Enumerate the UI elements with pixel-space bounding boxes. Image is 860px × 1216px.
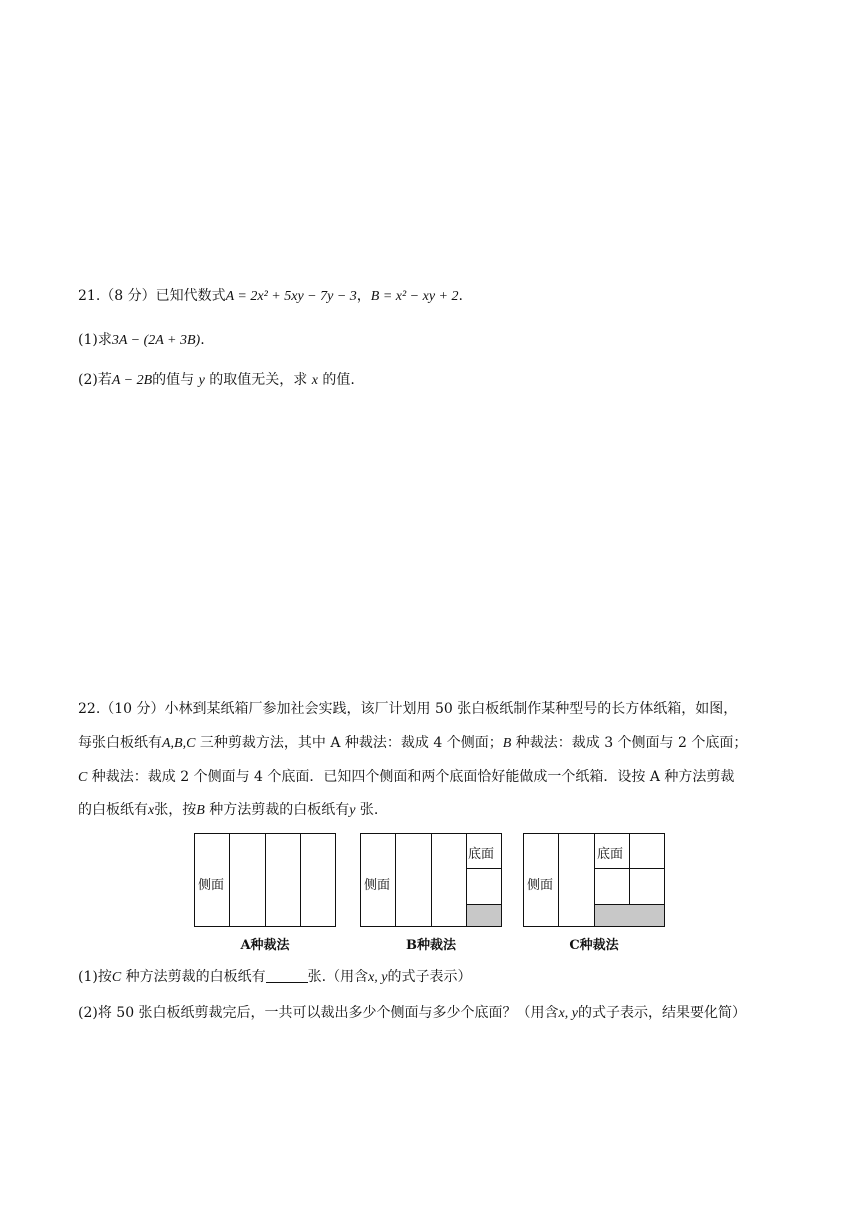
q22-line4-text2: 张，按	[154, 802, 197, 818]
q22-part1-vars: x, y	[368, 970, 388, 985]
q22-line4-end: 张.	[359, 802, 379, 818]
q22-line4-text: 的白板纸有	[78, 802, 148, 818]
caption-c: C种裁法	[569, 938, 619, 953]
q22-part2-end: 的式子表示，结果要化简）	[577, 1005, 746, 1021]
side-label-c: 侧面	[527, 878, 554, 893]
q22-line3-var-c: C	[78, 770, 88, 785]
q21-header: 21.（8 分）已知代数式	[78, 288, 226, 304]
q22-part1-text: 种方法剪裁的白板纸有	[125, 969, 266, 985]
sheet-c	[523, 833, 665, 927]
q21-part2-expression: A − 2B	[111, 373, 153, 388]
q21-part2-var-x: x	[311, 373, 318, 388]
q22-line4-text3: 种方法剪裁的白板纸有	[209, 802, 350, 818]
q22-line2-text3: 种裁法：裁成 3 个侧面与 2 个底面；	[515, 735, 748, 751]
q22-line2-vars: A,B,C	[162, 736, 196, 751]
q22-line4-var-x: x	[148, 803, 155, 818]
q22-line4-var-b: B	[196, 803, 205, 818]
q22-line2	[78, 733, 747, 754]
q22-part1-end: 的式子表示）	[387, 969, 472, 985]
q22-line2-text: 每张白板纸有	[78, 735, 162, 751]
q21-part1-expression: 3A − (2A + 3B)	[111, 333, 201, 348]
waste-area-c	[595, 905, 664, 926]
bottom-label-b: 底面	[468, 847, 495, 862]
q21-part2-end: 的值.	[322, 372, 355, 388]
caption-a: A种裁法	[240, 938, 290, 953]
q21-expr-a: A = 2x² + 5xy − 7y − 3	[225, 289, 357, 304]
side-label-a: 侧面	[198, 878, 225, 893]
q21-part2-text2: 的取值无关，求	[209, 372, 308, 388]
answer-blank[interactable]	[266, 968, 308, 983]
q21-part2-var-y: y	[198, 373, 205, 388]
q22-part1-prefix: (1)按	[78, 969, 112, 985]
caption-b: B种裁法	[406, 938, 456, 953]
q22-line4	[78, 800, 378, 821]
q22-part2-vars: x, y	[558, 1006, 578, 1021]
sheet-b	[360, 833, 502, 927]
q22-line3-text: 种裁法：裁成 2 个侧面与 4 个底面．已知四个侧面和两个底面恰好能做成一个纸箱．设按 A 种方法剪裁	[91, 769, 735, 785]
q21-part1	[78, 330, 205, 351]
q22-part1	[78, 967, 472, 988]
q21-part2-text: 的值与	[152, 372, 195, 388]
q22-part2-text: (2)将 50 张白板纸剪裁完后，一共可以裁出多少个侧面与多少个底面？（用含	[78, 1005, 559, 1021]
q21-expr-b: B = x² − xy + 2	[370, 289, 459, 304]
q21-part1-prefix: (1)求	[78, 332, 112, 348]
q21-part1-end: .	[200, 332, 205, 348]
q22-part1-var-c: C	[111, 970, 122, 985]
q22-line2-var-b: B	[502, 736, 512, 751]
q22-part1-text2: 张.（用含	[307, 969, 369, 985]
q21-separator: ，	[356, 288, 371, 304]
q21-part2-prefix: (2)若	[78, 372, 112, 388]
q22-part2	[78, 1003, 746, 1024]
q22-line3	[78, 767, 734, 788]
sheet-a	[194, 833, 336, 927]
bottom-label-c: 底面	[597, 847, 624, 862]
q22-line1: 22.（10 分）小林到某纸箱厂参加社会实践，该厂计划用 50 张白板纸制作某种型号的长方体纸箱，如图，	[78, 701, 738, 717]
q22-line2-text2: 三种剪裁方法，其中 A 种裁法：裁成 4 个侧面；	[199, 735, 503, 751]
q21-part2	[78, 370, 355, 391]
side-label-b: 侧面	[364, 878, 391, 893]
waste-area-b	[467, 905, 501, 926]
q21-period: .	[458, 288, 463, 304]
q22-line4-var-y: y	[349, 803, 356, 818]
q21-stem	[78, 286, 463, 307]
